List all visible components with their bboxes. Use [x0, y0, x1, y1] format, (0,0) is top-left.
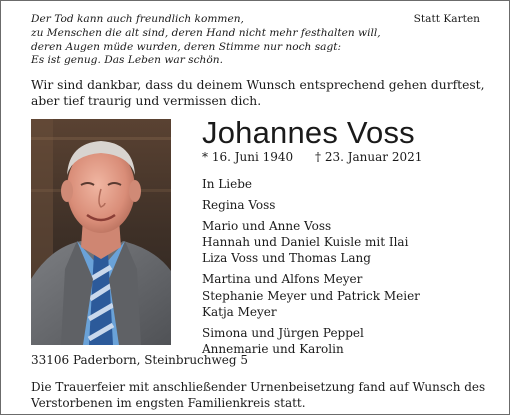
- family-line: Simona und Jürgen Peppel: [202, 325, 364, 340]
- intro-text: [31, 77, 485, 109]
- poem-line: Der Tod kann auch freundlich kommen,: [31, 13, 244, 25]
- family-line: In Liebe: [202, 177, 252, 191]
- family-group: [202, 271, 420, 319]
- funeral-notice: [31, 379, 485, 412]
- death-date: † 23. Januar 2021: [315, 150, 423, 164]
- family-line: Annemarie und Karolin: [202, 341, 344, 356]
- family-group: [202, 176, 420, 192]
- notice-line: Verstorbenen im engsten Familienkreis statt.: [31, 396, 306, 411]
- deceased-name: Johannes Voss: [202, 115, 415, 150]
- family-line: Katja Meyer: [202, 304, 277, 319]
- family-group: [202, 197, 420, 213]
- family-line: Martina und Alfons Meyer: [202, 272, 363, 287]
- portrait-photo: [31, 119, 171, 345]
- notice-line: Die Trauerfeier mit anschließender Urnenbeisetzung fand auf Wunsch des: [31, 380, 486, 394]
- poem-line: deren Augen müde wurden, deren Stimme nur noch sagt:: [31, 40, 342, 53]
- intro-line: aber tief traurig und vermissen dich.: [31, 94, 262, 109]
- statt-karten-label: Statt Karten: [413, 13, 480, 25]
- family-line: Stephanie Meyer und Patrick Meier: [202, 288, 420, 303]
- poem: [31, 13, 381, 68]
- family-line: Liza Voss und Thomas Lang: [202, 251, 371, 266]
- intro-line: Wir sind dankbar, dass du deinem Wunsch entsprechend gehen durftest,: [31, 78, 485, 92]
- birth-date: * 16. Juni 1940: [202, 150, 294, 164]
- address: 33106 Paderborn, Steinbruchweg 5: [31, 353, 249, 367]
- family-line: Hannah und Daniel Kuisle mit Ilai: [202, 235, 409, 250]
- family-line: Mario und Anne Voss: [202, 219, 332, 234]
- family-list: [202, 176, 420, 362]
- family-group: [202, 218, 420, 266]
- poem-line: zu Menschen die alt sind, deren Hand nicht mehr festhalten will,: [31, 26, 381, 39]
- poem-line: Es ist genug. Das Leben war schön.: [31, 54, 223, 67]
- family-line: Regina Voss: [202, 198, 276, 213]
- life-dates: [202, 149, 440, 165]
